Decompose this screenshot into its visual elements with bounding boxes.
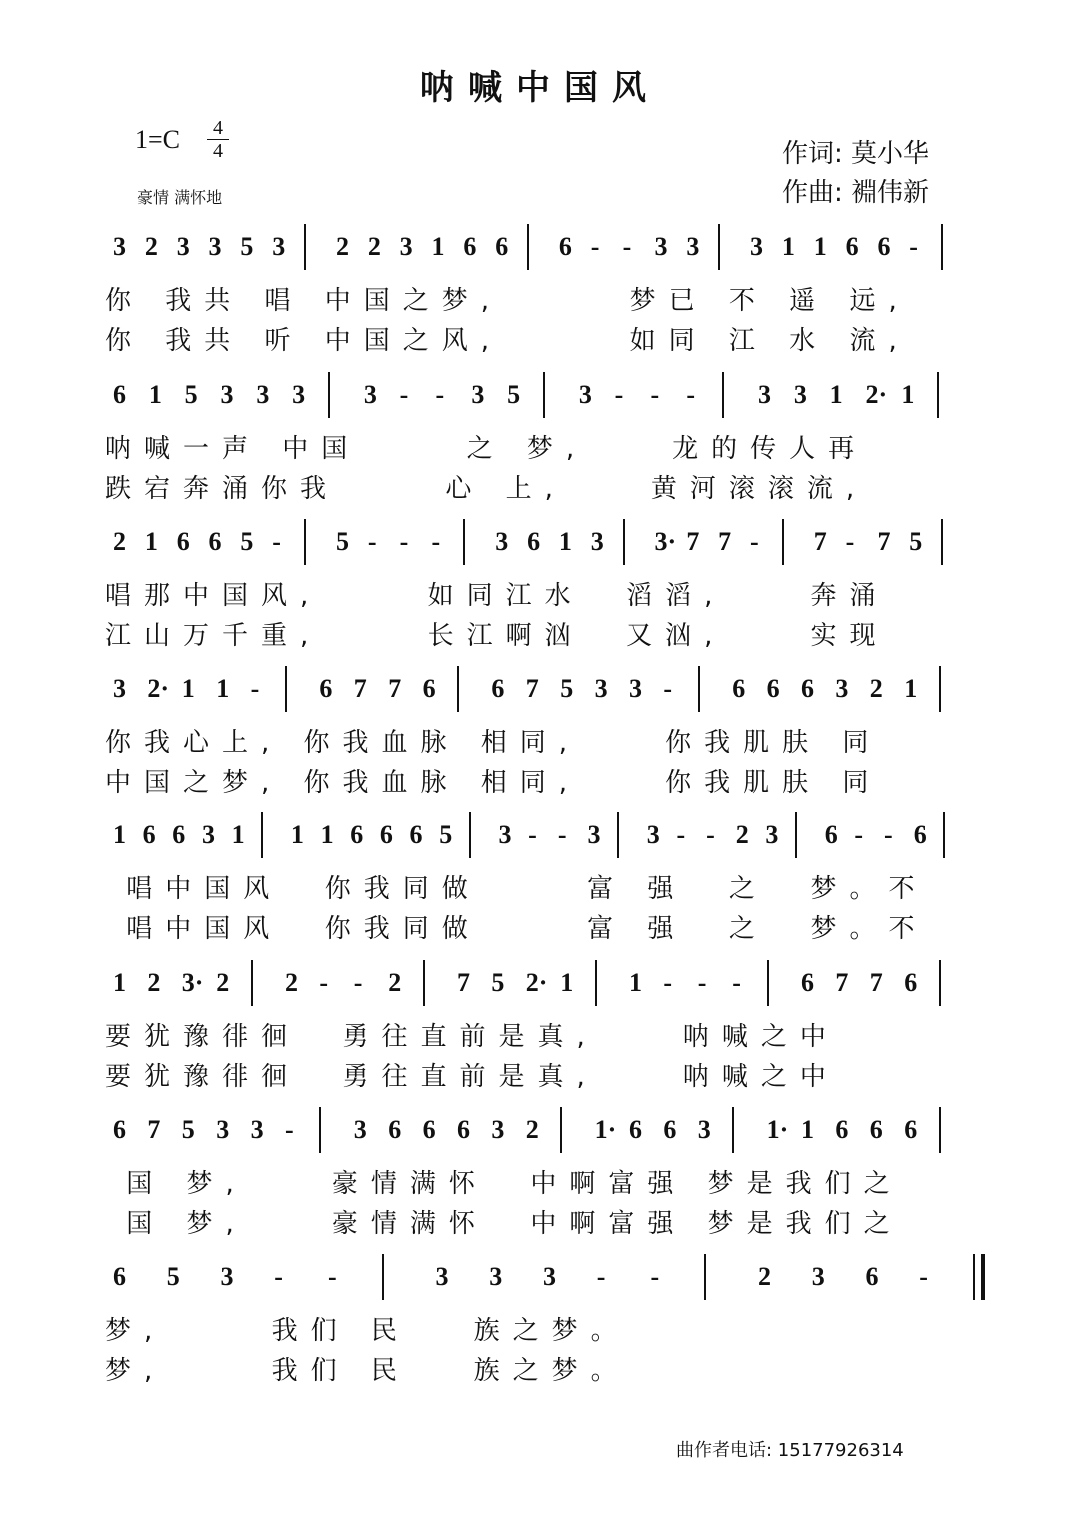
song-title: 呐喊中国风 <box>420 68 660 108</box>
composer-credit: 作曲: 裫伟新 <box>782 178 930 208</box>
note: 3 <box>646 820 660 849</box>
note: - <box>663 968 673 997</box>
note: 7 <box>353 674 367 703</box>
barline <box>463 519 465 565</box>
note: - <box>285 1115 294 1144</box>
barline <box>560 1107 562 1153</box>
note: 3 <box>835 674 849 703</box>
note: 3 <box>758 380 771 409</box>
note: - <box>750 527 759 556</box>
note: 5 <box>909 527 923 556</box>
note: 3 <box>793 380 807 409</box>
notation-line <box>105 672 985 716</box>
note: - <box>353 968 363 997</box>
barline <box>782 519 784 565</box>
lyrics-verse-2: 江山万千重, 长江啊汹 又汹, 实现 <box>105 621 889 651</box>
note: 1 <box>113 820 126 849</box>
notation-line <box>105 818 985 862</box>
note: 6 <box>463 232 477 261</box>
note: - <box>435 380 445 409</box>
note: 5 <box>439 820 453 849</box>
note: - <box>272 527 281 556</box>
lyrics-verse-1: 国 梦, 豪情满怀 中啊富强 梦是我们之 <box>105 1169 903 1199</box>
note: 6 <box>766 674 780 703</box>
note: 3· <box>181 968 204 997</box>
note: 5 <box>184 380 198 409</box>
note: - <box>697 968 707 997</box>
contact-info: 曲作者电话: 15177926314 <box>676 1440 904 1461</box>
note: 6 <box>422 1115 436 1144</box>
note: 3 <box>272 232 286 261</box>
note: - <box>399 527 409 556</box>
note: 6 <box>319 674 333 703</box>
note: 3 <box>220 1262 234 1291</box>
note: 1 <box>558 527 572 556</box>
note: 6 <box>629 1115 642 1144</box>
note: 2 <box>388 968 402 997</box>
note: 6 <box>142 820 156 849</box>
note: 7 <box>457 968 470 997</box>
note: 2 <box>285 968 298 997</box>
note: - <box>614 380 624 409</box>
note: 2 <box>335 232 349 261</box>
key-signature: 1=C <box>135 125 181 154</box>
note: - <box>590 232 600 261</box>
lyrics-verse-1: 唱中国风 你我同做 富 强 之 梦。不 <box>105 874 928 904</box>
note: 1 <box>904 674 918 703</box>
note: 2· <box>525 968 548 997</box>
note: 1 <box>801 1115 814 1144</box>
note: 2 <box>735 820 749 849</box>
note: 3 <box>765 820 779 849</box>
lyrics-verse-2: 唱中国风 你我同做 富 强 之 梦。不 <box>105 914 928 944</box>
note: 3 <box>594 674 608 703</box>
lyricist-credit: 作词: 莫小华 <box>782 139 930 169</box>
barline <box>423 960 425 1006</box>
note: 7 <box>718 527 732 556</box>
barline <box>941 519 943 565</box>
note: - <box>250 674 260 703</box>
note: 6 <box>913 820 927 849</box>
note: 6 <box>350 820 364 849</box>
barline <box>937 372 939 418</box>
note: 5 <box>491 968 505 997</box>
note: 3 <box>811 1262 825 1291</box>
barline <box>469 812 471 858</box>
notation-line <box>105 1260 985 1304</box>
note: 5 <box>335 527 349 556</box>
note: - <box>686 380 695 409</box>
barline <box>722 372 724 418</box>
note: 1 <box>144 527 158 556</box>
barline <box>319 1107 321 1153</box>
lyrics-verse-2: 梦, 我们 民 族之梦。 <box>105 1356 630 1386</box>
barline <box>623 519 625 565</box>
note: 6 <box>208 527 222 556</box>
note: 3 <box>590 527 604 556</box>
note: - <box>431 527 441 556</box>
note: 3· <box>654 527 677 556</box>
note: 3 <box>353 1115 367 1144</box>
note: 6 <box>732 674 746 703</box>
note: 6 <box>877 232 891 261</box>
note: 6 <box>835 1115 849 1144</box>
barline <box>795 812 797 858</box>
barline <box>617 812 619 858</box>
note: - <box>328 1262 337 1291</box>
note: 6 <box>491 674 505 703</box>
note: 1 <box>781 232 795 261</box>
note: 6 <box>865 1262 879 1291</box>
barline <box>382 1254 384 1300</box>
note: - <box>274 1262 283 1291</box>
note: - <box>528 820 537 849</box>
time-signature-bottom: 4 <box>213 140 223 162</box>
tempo-marking: 豪情 满怀地 <box>137 188 223 207</box>
note: - <box>732 968 741 997</box>
note: 6 <box>824 820 838 849</box>
note: 1 <box>320 820 334 849</box>
note: 1 <box>148 380 162 409</box>
note: 6 <box>558 232 572 261</box>
note: 3 <box>208 232 222 261</box>
barline <box>732 1107 734 1153</box>
note: - <box>706 820 715 849</box>
barline <box>704 1254 706 1300</box>
note: 3 <box>543 1262 556 1291</box>
note: 6 <box>113 380 126 409</box>
notation-line <box>105 525 985 569</box>
note: 1 <box>290 820 304 849</box>
note: 3 <box>697 1115 711 1144</box>
note: 1 <box>829 380 843 409</box>
barline <box>718 224 720 270</box>
note: 2 <box>869 674 883 703</box>
note: 1 <box>813 232 827 261</box>
note: 3 <box>491 1115 505 1144</box>
note: 6 <box>388 1115 402 1144</box>
note: 1 <box>431 232 445 261</box>
note: - <box>596 1262 606 1291</box>
lyrics-verse-1: 唱那中国风, 如同江水 滔滔, 奔涌 <box>105 581 889 611</box>
note: 3 <box>363 380 377 409</box>
note: 2 <box>144 232 158 261</box>
note: - <box>650 380 660 409</box>
lyrics-verse-2: 要犹豫徘徊 勇往直前是真, 呐喊之中 <box>105 1062 839 1092</box>
note: - <box>884 820 893 849</box>
barline <box>939 666 941 712</box>
note: 7 <box>686 527 700 556</box>
note: 3 <box>435 1262 449 1291</box>
note: 2 <box>113 527 126 556</box>
note: 3 <box>113 674 126 703</box>
note: 7 <box>388 674 402 703</box>
barline <box>939 960 941 1006</box>
note: 5 <box>240 232 254 261</box>
note: - <box>919 1262 928 1291</box>
note: 3 <box>292 380 306 409</box>
note: - <box>367 527 377 556</box>
barline <box>304 224 306 270</box>
notation-line <box>105 378 985 422</box>
note: 3 <box>220 380 234 409</box>
note: 6 <box>869 1115 883 1144</box>
note: 6 <box>801 674 814 703</box>
final-barline <box>973 1254 985 1300</box>
note: 6 <box>113 1262 126 1291</box>
note: 3 <box>750 232 764 261</box>
note: - <box>319 968 329 997</box>
note: 7 <box>525 674 539 703</box>
note: 2 <box>367 232 381 261</box>
note: 3 <box>201 820 215 849</box>
note: 3 <box>399 232 413 261</box>
note: 5 <box>560 674 574 703</box>
note: 2 <box>147 968 161 997</box>
note: 6 <box>457 1115 470 1144</box>
lyrics-verse-1: 你我心上, 你我血脉 相同, 你我肌肤 同 <box>105 728 882 758</box>
note: 6 <box>904 968 918 997</box>
barline <box>527 224 529 270</box>
note: 6 <box>409 820 423 849</box>
note: 3 <box>629 674 642 703</box>
note: 3 <box>250 1115 264 1144</box>
barline <box>304 519 306 565</box>
note: - <box>845 527 855 556</box>
note: 3 <box>495 527 509 556</box>
note: 7 <box>877 527 891 556</box>
note: 1 <box>560 968 574 997</box>
lyrics-verse-2: 中国之梦, 你我血脉 相同, 你我肌肤 同 <box>105 768 882 798</box>
note: 1 <box>181 674 195 703</box>
note: 5 <box>240 527 254 556</box>
note: 6 <box>176 527 190 556</box>
barline <box>543 372 545 418</box>
lyrics-verse-2: 跌宕奔涌你我 心 上, 黄河滚滚流, <box>105 474 868 504</box>
note: 7 <box>147 1115 161 1144</box>
lyrics-verse-1: 你 我共 唱 中国之梦, 梦已 不 遥 远, <box>105 286 910 316</box>
lyrics-verse-2: 你 我共 听 中国之风, 如同 江 水 流, <box>105 326 910 356</box>
note: 2· <box>147 674 170 703</box>
barline <box>941 224 943 270</box>
note: - <box>622 232 632 261</box>
notation-line <box>105 1113 985 1157</box>
note: 6 <box>801 968 814 997</box>
note: 2· <box>865 380 888 409</box>
note: 3 <box>578 380 592 409</box>
note: 6 <box>527 527 541 556</box>
note: 1 <box>113 968 126 997</box>
note: 3 <box>654 232 668 261</box>
note: 6 <box>422 674 436 703</box>
note: - <box>854 820 864 849</box>
note: 6 <box>113 1115 126 1144</box>
note: 3 <box>113 232 126 261</box>
time-signature <box>207 118 229 161</box>
note: 3 <box>216 1115 230 1144</box>
note: 3 <box>489 1262 503 1291</box>
note: - <box>399 380 409 409</box>
note: 6 <box>845 232 859 261</box>
barline <box>943 812 945 858</box>
barline <box>328 372 330 418</box>
lyrics-verse-2: 国 梦, 豪情满怀 中啊富强 梦是我们之 <box>105 1209 903 1239</box>
time-signature-top: 4 <box>213 117 223 139</box>
note: 1· <box>766 1115 789 1144</box>
note: 5 <box>166 1262 180 1291</box>
notation-line <box>105 230 985 274</box>
lyrics-verse-1: 梦, 我们 民 族之梦。 <box>105 1316 630 1346</box>
note: 6 <box>904 1115 918 1144</box>
note: - <box>650 1262 660 1291</box>
note: 2 <box>758 1262 771 1291</box>
barline <box>285 666 287 712</box>
note: 6 <box>379 820 393 849</box>
note: 3 <box>256 380 270 409</box>
note: 5 <box>507 380 521 409</box>
note: 3 <box>176 232 190 261</box>
barline <box>698 666 700 712</box>
note: - <box>909 232 918 261</box>
barline <box>251 960 253 1006</box>
note: 7 <box>813 527 827 556</box>
note: 6 <box>663 1115 677 1144</box>
note: - <box>557 820 567 849</box>
note: 6 <box>172 820 186 849</box>
notation-line <box>105 966 985 1010</box>
note: - <box>663 674 673 703</box>
barline <box>261 812 263 858</box>
lyrics-verse-1: 要犹豫徘徊 勇往直前是真, 呐喊之中 <box>105 1022 839 1052</box>
note: 1 <box>231 820 245 849</box>
barline <box>595 960 597 1006</box>
note: 5 <box>181 1115 195 1144</box>
lyrics-verse-1: 呐喊一声 中国 之 梦, 龙的传人再 <box>105 434 868 464</box>
note: - <box>676 820 686 849</box>
note: 1 <box>216 674 230 703</box>
note: 3 <box>471 380 485 409</box>
note: 7 <box>869 968 883 997</box>
note: 3 <box>587 820 601 849</box>
note: 6 <box>495 232 509 261</box>
note: 3 <box>686 232 700 261</box>
note: 7 <box>835 968 849 997</box>
barline <box>457 666 459 712</box>
note: 1 <box>901 380 915 409</box>
note: 2 <box>525 1115 539 1144</box>
barline <box>939 1107 941 1153</box>
note: 1· <box>594 1115 617 1144</box>
note: 1 <box>629 968 642 997</box>
note: 3 <box>498 820 512 849</box>
note: 2 <box>216 968 230 997</box>
barline <box>767 960 769 1006</box>
